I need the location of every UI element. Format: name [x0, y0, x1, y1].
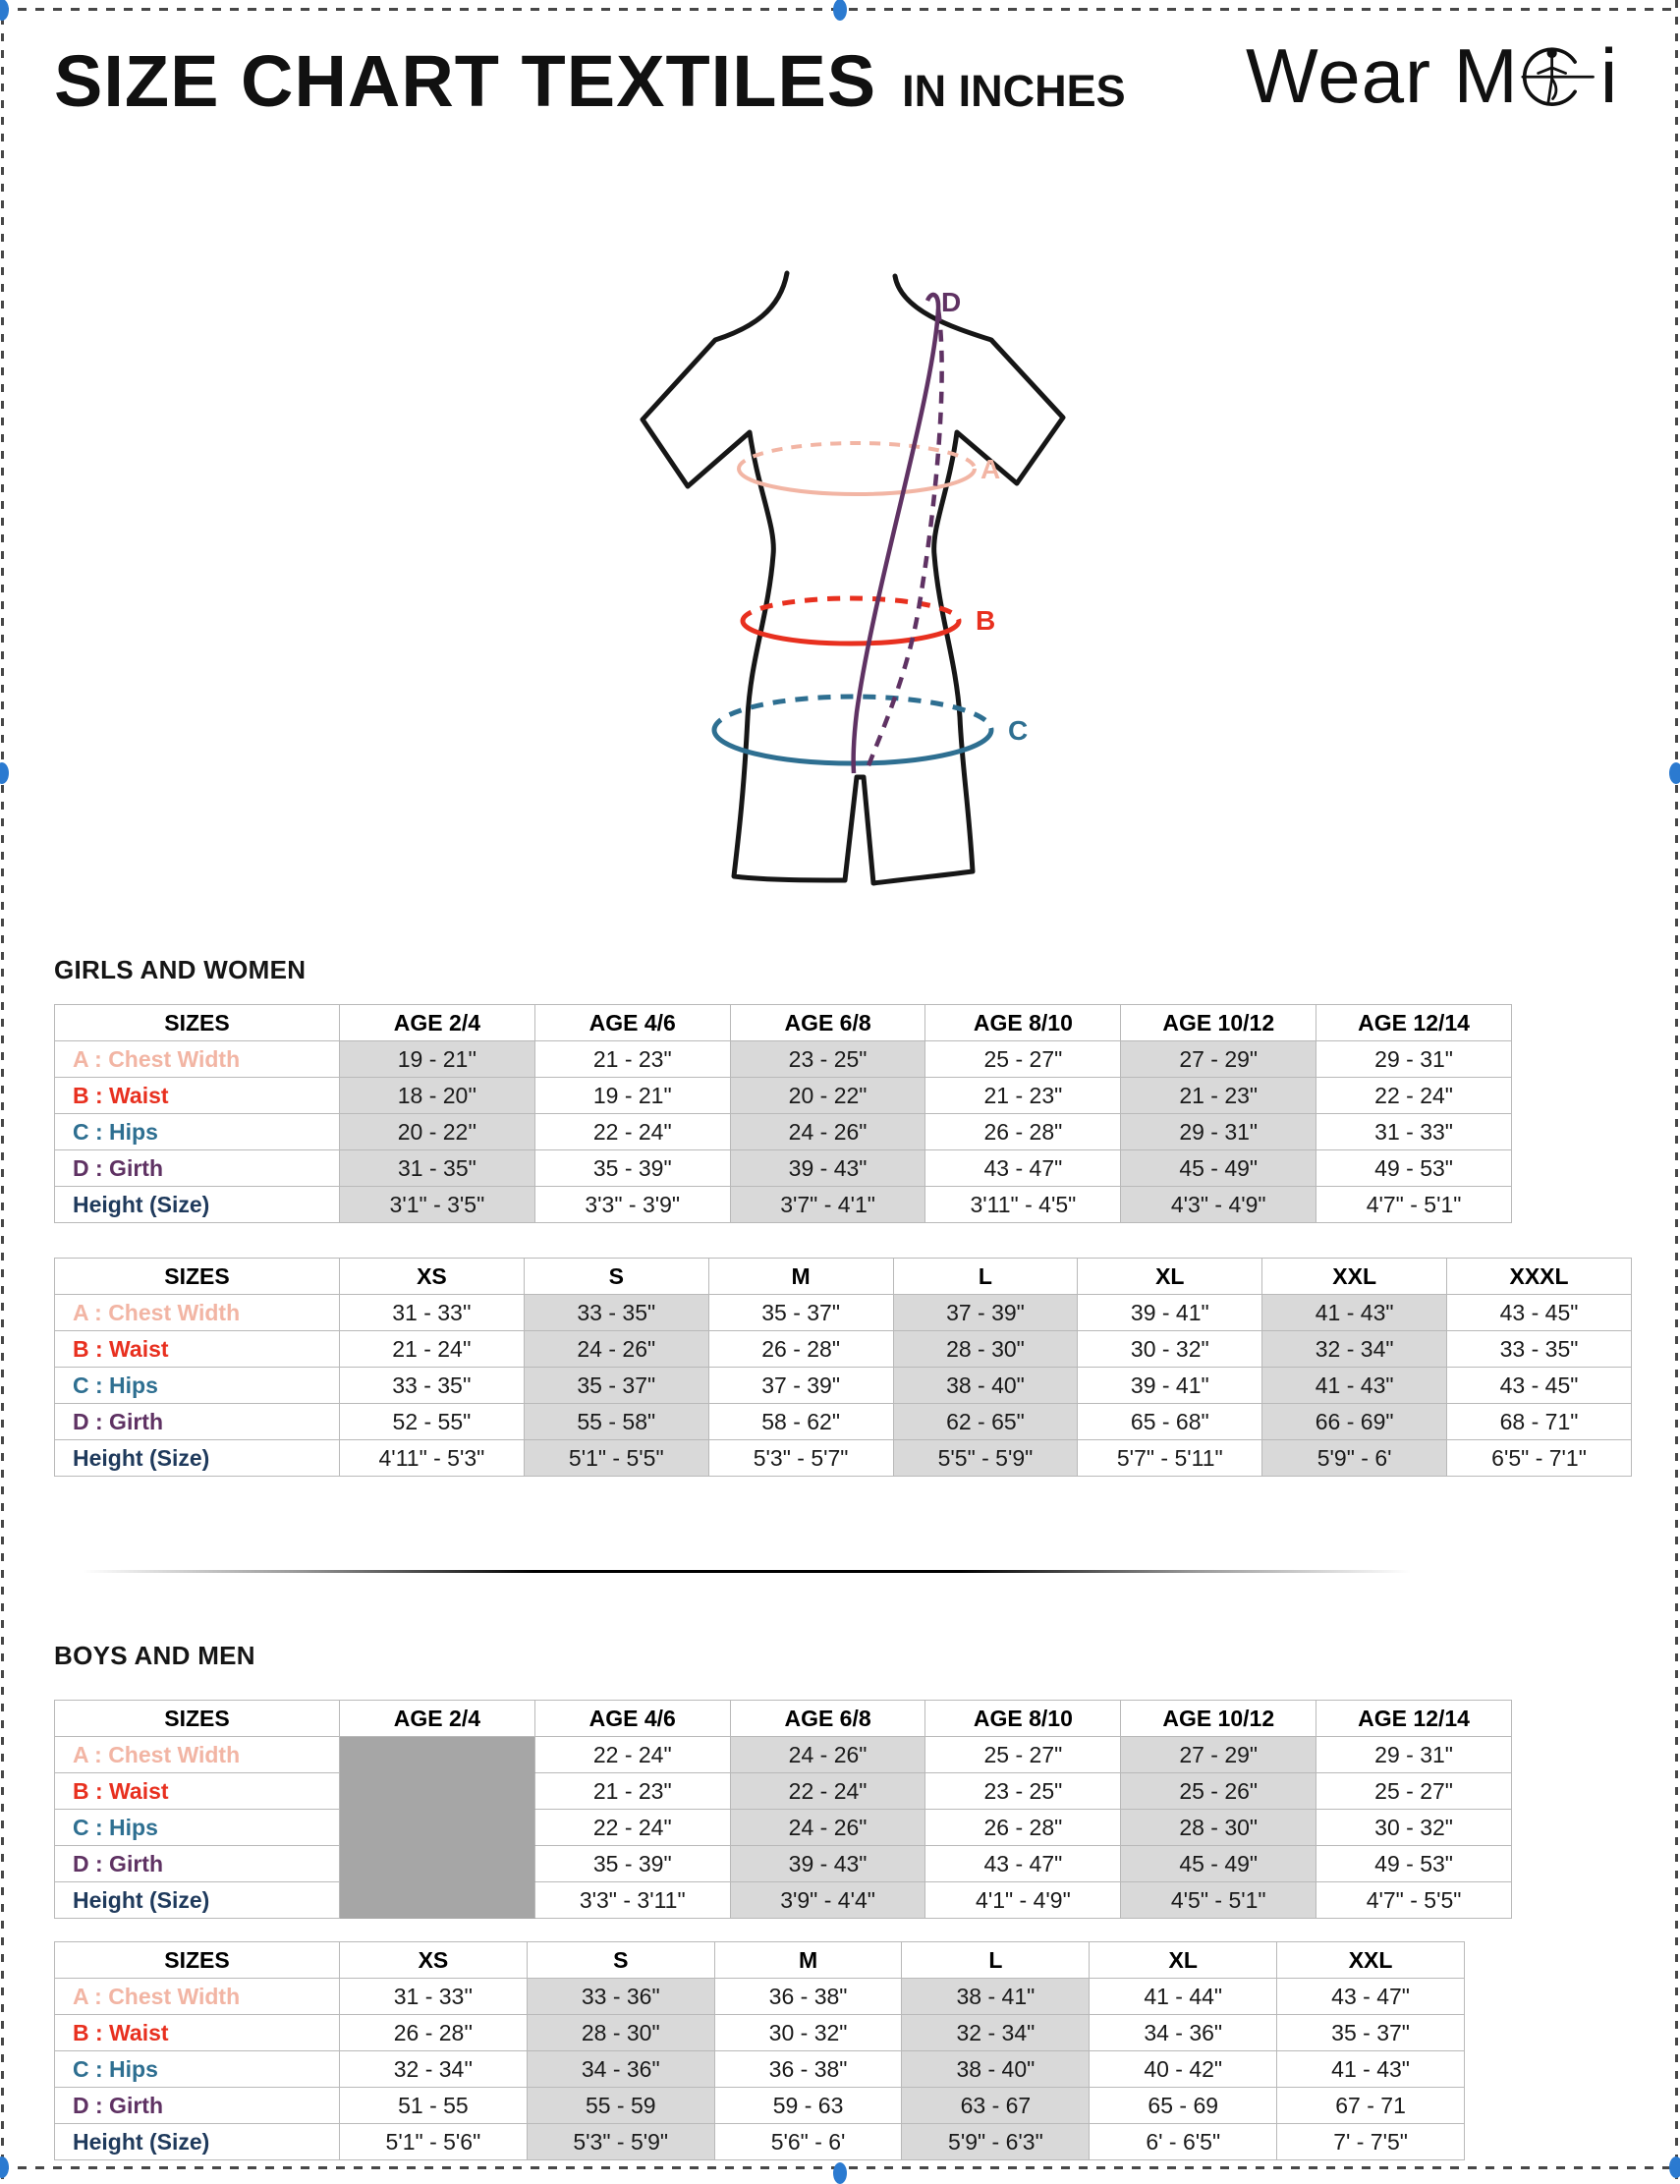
blocked-cell	[340, 1737, 535, 1773]
measurement-cell: 25 - 27"	[925, 1041, 1121, 1078]
measurement-cell: 33 - 35''	[340, 1368, 525, 1404]
measurement-cell: 43 - 47"	[925, 1846, 1121, 1882]
measurement-cell: 25 - 27"	[1316, 1773, 1512, 1810]
measurement-cell: 43 - 45"	[1447, 1295, 1632, 1331]
sizes-header: SIZES	[55, 1701, 340, 1737]
measurement-cell: 40 - 42"	[1090, 2051, 1277, 2088]
row-label-girth: D : Girth	[55, 1846, 340, 1882]
measurement-cell: 21 - 24''	[340, 1331, 525, 1368]
header-row	[55, 1005, 1512, 1041]
measurement-cell: 63 - 67	[902, 2088, 1090, 2124]
selection-handle-bottom-right[interactable]	[1669, 2156, 1680, 2178]
chest-ring	[739, 443, 975, 494]
measurement-cell: 4'5" - 5'1"	[1121, 1882, 1316, 1919]
column-header: S	[527, 1942, 714, 1979]
measurement-cell: 29 - 31"	[1316, 1737, 1512, 1773]
column-header: AGE 2/4	[340, 1701, 535, 1737]
measurement-cell: 24 - 26"	[730, 1810, 925, 1846]
measurement-cell: 20 - 22''	[340, 1114, 535, 1150]
measurement-cell: 3'3" - 3'9"	[534, 1187, 730, 1223]
measurement-cell: 65 - 68"	[1078, 1404, 1262, 1440]
measurement-cell: 22 - 24"	[534, 1810, 730, 1846]
measurement-cell: 41 - 44"	[1090, 1979, 1277, 2015]
measurement-cell: 5'5" - 5'9"	[893, 1440, 1078, 1477]
table-row-hips	[55, 1810, 1512, 1846]
column-header: M	[708, 1259, 893, 1295]
row-label-hips: C : Hips	[55, 2051, 340, 2088]
measurement-cell: 31 - 33''	[340, 1295, 525, 1331]
table-row-chest	[55, 1041, 1512, 1078]
measurement-cell: 25 - 27"	[925, 1737, 1121, 1773]
measurement-cell: 3'9" - 4'4"	[730, 1882, 925, 1919]
measurement-cell: 33 - 36"	[527, 1979, 714, 2015]
measurement-cell: 21 - 23"	[534, 1773, 730, 1810]
measurement-cell: 28 - 30"	[527, 2015, 714, 2051]
row-label-waist: B : Waist	[55, 1331, 340, 1368]
table-row-waist	[55, 1331, 1632, 1368]
measurement-cell: 26 - 28"	[925, 1114, 1121, 1150]
boys-men-size-table	[54, 1941, 1465, 2160]
column-header: XL	[1090, 1942, 1277, 1979]
measurement-cell: 34 - 36"	[527, 2051, 714, 2088]
measurement-cell: 26 - 28"	[708, 1331, 893, 1368]
header-row	[55, 1259, 1632, 1295]
measurement-cell: 31 - 35"	[340, 1150, 535, 1187]
row-label-hips: C : Hips	[55, 1810, 340, 1846]
waist-ring	[743, 598, 959, 644]
measurement-cell: 36 - 38"	[714, 2051, 902, 2088]
column-header: XXL	[1262, 1259, 1447, 1295]
measurement-cell: 29 - 31"	[1316, 1041, 1512, 1078]
selection-handle-right-middle[interactable]	[1669, 762, 1680, 784]
measurement-cell: 27 - 29"	[1121, 1737, 1316, 1773]
row-label-hips: C : Hips	[55, 1114, 340, 1150]
selection-handle-top-center[interactable]	[833, 0, 847, 21]
row-label-chest: A : Chest Width	[55, 1295, 340, 1331]
measurement-cell: 41 - 43"	[1262, 1368, 1447, 1404]
table-row-height	[55, 2124, 1465, 2160]
measurement-cell: 66 - 69"	[1262, 1404, 1447, 1440]
measurement-cell: 33 - 35"	[524, 1295, 708, 1331]
column-header: AGE 12/14	[1316, 1005, 1512, 1041]
row-label-chest: A : Chest Width	[55, 1041, 340, 1078]
measurement-cell: 52 - 55"	[340, 1404, 525, 1440]
measurement-cell: 35 - 39"	[534, 1846, 730, 1882]
measurement-cell: 24 - 26"	[730, 1114, 925, 1150]
body-measurement-diagram	[413, 162, 1081, 928]
header-row	[55, 1701, 1512, 1737]
table-row-chest	[55, 1737, 1512, 1773]
section-heading-boys-men: BOYS AND MEN	[54, 1641, 255, 1670]
row-label-height: Height (Size)	[55, 1882, 340, 1919]
measurement-cell: 55 - 58"	[524, 1404, 708, 1440]
measurement-cell: 23 - 25"	[925, 1773, 1121, 1810]
measurement-cell: 38 - 40"	[902, 2051, 1090, 2088]
table-row-waist	[55, 1773, 1512, 1810]
measurement-cell: 41 - 43"	[1262, 1295, 1447, 1331]
measurement-cell: 5'9" - 6'3"	[902, 2124, 1090, 2160]
column-header: XS	[340, 1942, 528, 1979]
measurement-cell: 67 - 71	[1277, 2088, 1465, 2124]
row-label-height: Height (Size)	[55, 1187, 340, 1223]
measurement-cell: 45 - 49"	[1121, 1846, 1316, 1882]
table-row-hips	[55, 1114, 1512, 1150]
column-header: AGE 4/6	[534, 1005, 730, 1041]
chest-label: A	[980, 454, 1001, 484]
row-label-girth: D : Girth	[55, 1150, 340, 1187]
measurement-cell: 33 - 35"	[1447, 1331, 1632, 1368]
column-header: AGE 6/8	[730, 1005, 925, 1041]
blocked-cell	[340, 1773, 535, 1810]
measurement-cell: 22 - 24"	[1316, 1078, 1512, 1114]
column-header: AGE 12/14	[1316, 1701, 1512, 1737]
column-header: S	[524, 1259, 708, 1295]
column-header: XS	[340, 1259, 525, 1295]
measurement-cell: 26 - 28''	[340, 2015, 528, 2051]
measurement-cell: 35 - 37"	[708, 1295, 893, 1331]
measurement-cell: 22 - 24"	[534, 1114, 730, 1150]
measurement-cell: 5'6" - 6'	[714, 2124, 902, 2160]
measurement-cell: 32 - 34''	[340, 2051, 528, 2088]
measurement-cell: 68 - 71"	[1447, 1404, 1632, 1440]
column-header: AGE 8/10	[925, 1005, 1121, 1041]
hips-label: C	[1008, 715, 1029, 746]
measurement-cell: 49 - 53"	[1316, 1150, 1512, 1187]
measurement-cell: 34 - 36"	[1090, 2015, 1277, 2051]
girth-label: D	[941, 287, 962, 317]
measurement-cell: 35 - 39"	[534, 1150, 730, 1187]
column-header: XXXL	[1447, 1259, 1632, 1295]
measurement-cell: 23 - 25"	[730, 1041, 925, 1078]
row-label-waist: B : Waist	[55, 1078, 340, 1114]
waist-label: B	[976, 605, 996, 636]
measurement-cell: 30 - 32"	[714, 2015, 902, 2051]
column-header: AGE 6/8	[730, 1701, 925, 1737]
row-label-height: Height (Size)	[55, 1440, 340, 1477]
measurement-cell: 38 - 40"	[893, 1368, 1078, 1404]
measurement-cell: 45 - 49"	[1121, 1150, 1316, 1187]
measurement-cell: 24 - 26"	[524, 1331, 708, 1368]
measurement-cell: 35 - 37"	[1277, 2015, 1465, 2051]
measurement-cell: 3'1" - 3'5"	[340, 1187, 535, 1223]
measurement-cell: 30 - 32"	[1316, 1810, 1512, 1846]
table-row-waist	[55, 2015, 1465, 2051]
measurement-cell: 4'3" - 4'9"	[1121, 1187, 1316, 1223]
measurement-cell: 35 - 37"	[524, 1368, 708, 1404]
measurement-cell: 5'1" - 5'5"	[524, 1440, 708, 1477]
column-header: AGE 10/12	[1121, 1005, 1316, 1041]
measurement-cell: 24 - 26"	[730, 1737, 925, 1773]
blocked-cell	[340, 1810, 535, 1846]
measurement-cell: 32 - 34"	[1262, 1331, 1447, 1368]
measurement-cell: 18 - 20''	[340, 1078, 535, 1114]
measurement-cell: 43 - 47"	[925, 1150, 1121, 1187]
column-header: L	[902, 1942, 1090, 1979]
table-row-hips	[55, 2051, 1465, 2088]
measurement-cell: 4'1" - 4'9"	[925, 1882, 1121, 1919]
measurement-cell: 36 - 38"	[714, 1979, 902, 2015]
measurement-cell: 31 - 33''	[340, 1979, 528, 2015]
row-label-waist: B : Waist	[55, 1773, 340, 1810]
measurement-cell: 62 - 65"	[893, 1404, 1078, 1440]
column-header: XXL	[1277, 1942, 1465, 1979]
measurement-cell: 28 - 30"	[893, 1331, 1078, 1368]
page-title	[54, 39, 1126, 123]
measurement-cell: 28 - 30"	[1121, 1810, 1316, 1846]
measurement-cell: 37 - 39"	[893, 1295, 1078, 1331]
table-row-girth	[55, 1846, 1512, 1882]
girls-women-age-table	[54, 1004, 1512, 1223]
girls-women-size-table	[54, 1258, 1632, 1477]
measurement-cell: 39 - 41"	[1078, 1295, 1262, 1331]
section-divider	[83, 1570, 1411, 1573]
measurement-cell: 5'3" - 5'7"	[708, 1440, 893, 1477]
measurement-cell: 30 - 32"	[1078, 1331, 1262, 1368]
table-row-hips	[55, 1368, 1632, 1404]
table-row-girth	[55, 1404, 1632, 1440]
selection-border-left	[1, 0, 4, 2181]
measurement-cell: 5'7" - 5'11"	[1078, 1440, 1262, 1477]
measurement-cell: 58 - 62"	[708, 1404, 893, 1440]
girth-line	[854, 295, 942, 773]
column-header: L	[893, 1259, 1078, 1295]
table-row-girth	[55, 2088, 1465, 2124]
column-header: AGE 4/6	[534, 1701, 730, 1737]
table-row-chest	[55, 1295, 1632, 1331]
page-title-main: SIZE CHART TEXTILES	[54, 40, 877, 122]
table-row-height	[55, 1187, 1512, 1223]
measurement-cell: 22 - 24"	[534, 1737, 730, 1773]
measurement-cell: 38 - 41"	[902, 1979, 1090, 2015]
sizes-header: SIZES	[55, 1942, 340, 1979]
measurement-cell: 31 - 33"	[1316, 1114, 1512, 1150]
boys-men-age-table	[54, 1700, 1512, 1919]
measurement-cell: 49 - 53"	[1316, 1846, 1512, 1882]
measurement-cell: 26 - 28"	[925, 1810, 1121, 1846]
logo-text-right: i	[1599, 32, 1619, 120]
measurement-cell: 43 - 47"	[1277, 1979, 1465, 2015]
page-title-units: IN INCHES	[902, 66, 1126, 116]
measurement-cell: 5'1" - 5'6"	[340, 2124, 528, 2160]
table-row-height	[55, 1882, 1512, 1919]
table-row-height	[55, 1440, 1632, 1477]
measurement-cell: 41 - 43"	[1277, 2051, 1465, 2088]
table-row-waist	[55, 1078, 1512, 1114]
measurement-cell: 27 - 29"	[1121, 1041, 1316, 1078]
blocked-cell	[340, 1846, 535, 1882]
sizes-header: SIZES	[55, 1259, 340, 1295]
table-row-girth	[55, 1150, 1512, 1187]
column-header: AGE 2/4	[340, 1005, 535, 1041]
measurement-cell: 55 - 59	[527, 2088, 714, 2124]
row-label-girth: D : Girth	[55, 1404, 340, 1440]
section-heading-girls-women: GIRLS AND WOMEN	[54, 955, 307, 984]
column-header: AGE 8/10	[925, 1701, 1121, 1737]
measurement-cell: 29 - 31"	[1121, 1114, 1316, 1150]
torso-outline	[643, 273, 1063, 883]
measurement-cell: 7' - 7'5"	[1277, 2124, 1465, 2160]
measurement-cell: 21 - 23"	[534, 1041, 730, 1078]
selection-handle-left-middle[interactable]	[0, 762, 9, 784]
row-label-chest: A : Chest Width	[55, 1737, 340, 1773]
measurement-cell: 65 - 69	[1090, 2088, 1277, 2124]
header-row	[55, 1942, 1465, 1979]
measurement-cell: 21 - 23"	[925, 1078, 1121, 1114]
measurement-cell: 21 - 23"	[1121, 1078, 1316, 1114]
logo-text-left: Wear M	[1246, 32, 1519, 120]
measurement-cell: 5'3" - 5'9"	[527, 2124, 714, 2160]
measurement-cell: 22 - 24"	[730, 1773, 925, 1810]
measurement-cell: 3'3" - 3'11"	[534, 1882, 730, 1919]
measurement-cell: 59 - 63	[714, 2088, 902, 2124]
measurement-cell: 39 - 43"	[730, 1150, 925, 1187]
row-label-hips: C : Hips	[55, 1368, 340, 1404]
row-label-waist: B : Waist	[55, 2015, 340, 2051]
dancer-in-circle-icon	[1523, 48, 1594, 104]
measurement-cell: 4'7" - 5'5"	[1316, 1882, 1512, 1919]
measurement-cell: 3'11" - 4'5"	[925, 1187, 1121, 1223]
measurement-cell: 19 - 21"	[534, 1078, 730, 1114]
column-header: AGE 10/12	[1121, 1701, 1316, 1737]
sizes-header: SIZES	[55, 1005, 340, 1041]
measurement-cell: 3'7" - 4'1"	[730, 1187, 925, 1223]
blocked-cell	[340, 1882, 535, 1919]
row-label-girth: D : Girth	[55, 2088, 340, 2124]
measurement-cell: 39 - 43"	[730, 1846, 925, 1882]
measurement-cell: 20 - 22"	[730, 1078, 925, 1114]
selection-handle-top-left[interactable]	[0, 0, 9, 21]
measurement-cell: 5'9" - 6'	[1262, 1440, 1447, 1477]
row-label-chest: A : Chest Width	[55, 1979, 340, 2015]
measurement-cell: 6' - 6'5"	[1090, 2124, 1277, 2160]
table-row-chest	[55, 1979, 1465, 2015]
measurement-cell: 6'5" - 7'1"	[1447, 1440, 1632, 1477]
column-header: M	[714, 1942, 902, 1979]
measurement-cell: 25 - 26"	[1121, 1773, 1316, 1810]
measurement-cell: 51 - 55	[340, 2088, 528, 2124]
column-header: XL	[1078, 1259, 1262, 1295]
measurement-cell: 19 - 21''	[340, 1041, 535, 1078]
selection-handle-bottom-left[interactable]	[0, 2156, 9, 2178]
measurement-cell: 32 - 34"	[902, 2015, 1090, 2051]
measurement-cell: 37 - 39"	[708, 1368, 893, 1404]
measurement-cell: 4'11" - 5'3"	[340, 1440, 525, 1477]
row-label-height: Height (Size)	[55, 2124, 340, 2160]
measurement-cell: 39 - 41"	[1078, 1368, 1262, 1404]
measurement-cell: 43 - 45"	[1447, 1368, 1632, 1404]
wear-moi-logo	[1246, 28, 1639, 132]
measurement-cell: 4'7" - 5'1"	[1316, 1187, 1512, 1223]
selection-border-right	[1675, 0, 1678, 2181]
